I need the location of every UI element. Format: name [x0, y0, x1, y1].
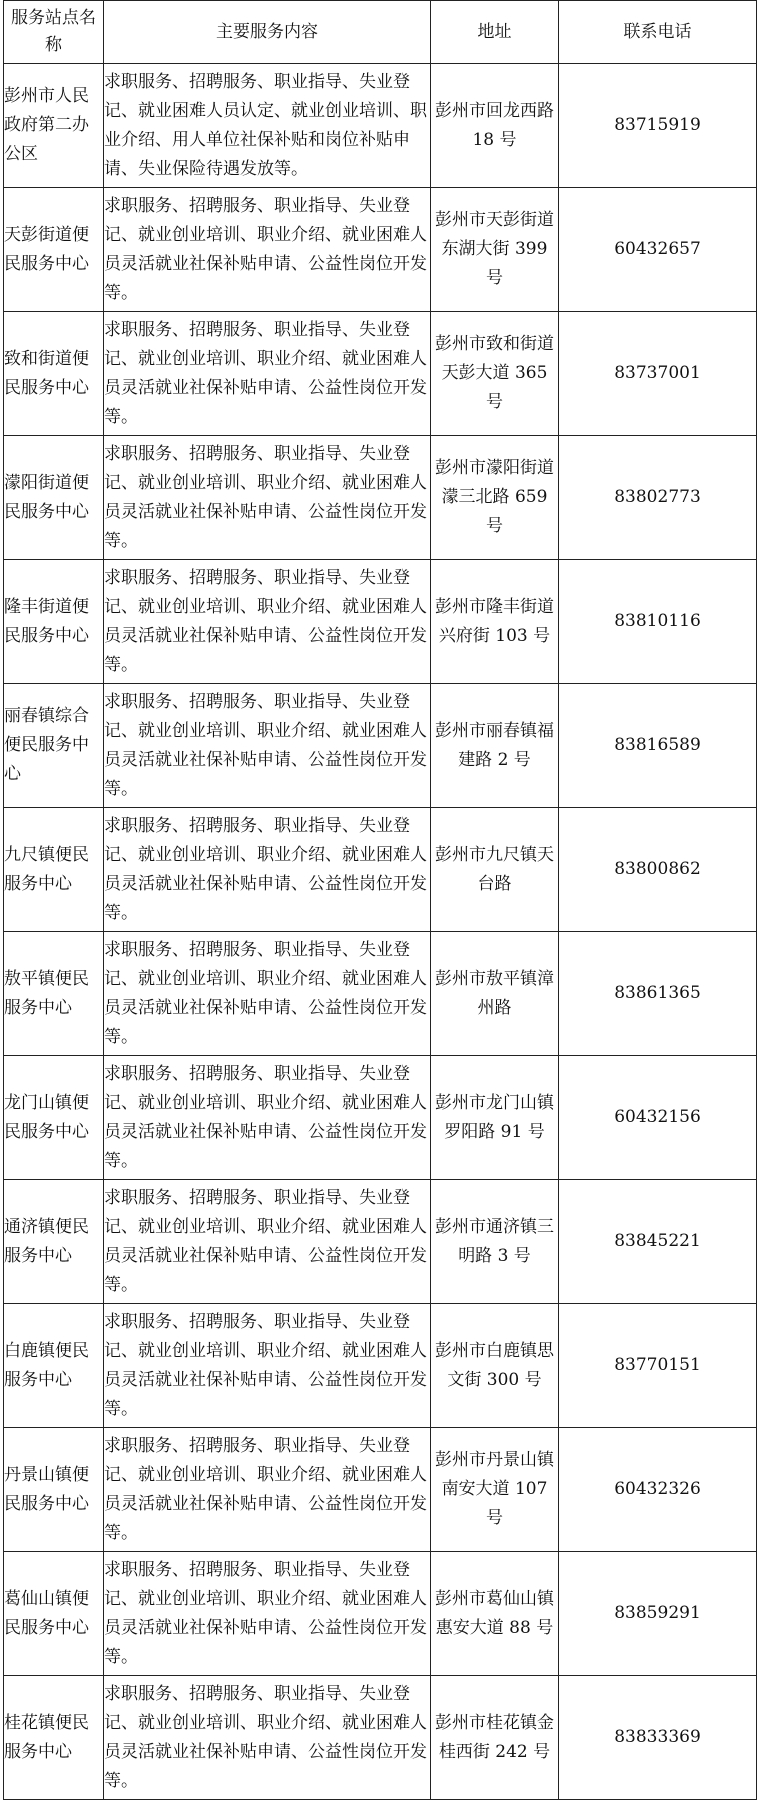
- phone-cell: 83770151: [559, 1304, 757, 1428]
- address-cell: 彭州市致和街道天彭大道 365 号: [431, 312, 559, 436]
- service-content-cell: 求职服务、招聘服务、职业指导、失业登记、就业创业培训、职业介绍、就业困难人员灵活就业社保补贴申请、公益性岗位开发等。: [104, 560, 431, 684]
- service-content-cell: 求职服务、招聘服务、职业指导、失业登记、就业创业培训、职业介绍、就业困难人员灵活就业社保补贴申请、公益性岗位开发等。: [104, 1552, 431, 1676]
- table-row: [4, 1180, 757, 1304]
- service-content-cell: 求职服务、招聘服务、职业指导、失业登记、就业创业培训、职业介绍、就业困难人员灵活就业社保补贴申请、公益性岗位开发等。: [104, 312, 431, 436]
- station-name-cell: 葛仙山镇便民服务中心: [4, 1552, 104, 1676]
- table-row: [4, 188, 757, 312]
- address-cell: 彭州市九尺镇天台路: [431, 808, 559, 932]
- header-address: 地址: [431, 1, 559, 64]
- address-cell: 彭州市濛阳街道濛三北路 659 号: [431, 436, 559, 560]
- address-cell: 彭州市桂花镇金桂西街 242 号: [431, 1676, 559, 1800]
- header-service-content: 主要服务内容: [104, 1, 431, 64]
- address-cell: 彭州市龙门山镇罗阳路 91 号: [431, 1056, 559, 1180]
- address-cell: 彭州市隆丰街道兴府街 103 号: [431, 560, 559, 684]
- address-cell: 彭州市通济镇三明路 3 号: [431, 1180, 559, 1304]
- station-name-cell: 白鹿镇便民服务中心: [4, 1304, 104, 1428]
- service-content-cell: 求职服务、招聘服务、职业指导、失业登记、就业创业培训、职业介绍、就业困难人员灵活就业社保补贴申请、公益性岗位开发等。: [104, 1056, 431, 1180]
- service-content-cell: 求职服务、招聘服务、职业指导、失业登记、就业创业培训、职业介绍、就业困难人员灵活就业社保补贴申请、公益性岗位开发等。: [104, 1676, 431, 1800]
- phone-cell: 83810116: [559, 560, 757, 684]
- phone-cell: 83861365: [559, 932, 757, 1056]
- address-cell: 彭州市回龙西路 18 号: [431, 64, 559, 188]
- phone-cell: 83715919: [559, 64, 757, 188]
- station-name-cell: 致和街道便民服务中心: [4, 312, 104, 436]
- service-content-cell: 求职服务、招聘服务、职业指导、失业登记、就业创业培训、职业介绍、就业困难人员灵活就业社保补贴申请、公益性岗位开发等。: [104, 808, 431, 932]
- phone-cell: 83845221: [559, 1180, 757, 1304]
- table-row: [4, 1428, 757, 1552]
- table-row: [4, 436, 757, 560]
- service-content-cell: 求职服务、招聘服务、职业指导、失业登记、就业创业培训、职业介绍、就业困难人员灵活就业社保补贴申请、公益性岗位开发等。: [104, 188, 431, 312]
- service-content-cell: 求职服务、招聘服务、职业指导、失业登记、就业创业培训、职业介绍、就业困难人员灵活就业社保补贴申请、公益性岗位开发等。: [104, 684, 431, 808]
- station-name-cell: 丽春镇综合便民服务中心: [4, 684, 104, 808]
- header-phone: 联系电话: [559, 1, 757, 64]
- station-name-cell: 隆丰街道便民服务中心: [4, 560, 104, 684]
- service-content-cell: 求职服务、招聘服务、职业指导、失业登记、就业创业培训、职业介绍、就业困难人员灵活就业社保补贴申请、公益性岗位开发等。: [104, 1180, 431, 1304]
- phone-cell: 83816589: [559, 684, 757, 808]
- table-row: [4, 560, 757, 684]
- table-row: [4, 684, 757, 808]
- table-header: [4, 1, 757, 64]
- address-cell: 彭州市葛仙山镇惠安大道 88 号: [431, 1552, 559, 1676]
- phone-cell: 60432326: [559, 1428, 757, 1552]
- service-content-cell: 求职服务、招聘服务、职业指导、失业登记、就业困难人员认定、就业创业培训、职业介绍、用人单位社保补贴和岗位补贴申请、失业保险待遇发放等。: [104, 64, 431, 188]
- table-row: [4, 1552, 757, 1676]
- station-name-cell: 天彭街道便民服务中心: [4, 188, 104, 312]
- phone-cell: 83833369: [559, 1676, 757, 1800]
- table-row: [4, 1676, 757, 1800]
- table-row: [4, 64, 757, 188]
- station-name-cell: 濛阳街道便民服务中心: [4, 436, 104, 560]
- service-station-table: [3, 0, 757, 1800]
- phone-cell: 83737001: [559, 312, 757, 436]
- address-cell: 彭州市敖平镇漳州路: [431, 932, 559, 1056]
- address-cell: 彭州市白鹿镇思文街 300 号: [431, 1304, 559, 1428]
- station-name-cell: 通济镇便民服务中心: [4, 1180, 104, 1304]
- table-row: [4, 1056, 757, 1180]
- phone-cell: 60432657: [559, 188, 757, 312]
- table-row: [4, 1304, 757, 1428]
- station-name-cell: 桂花镇便民服务中心: [4, 1676, 104, 1800]
- station-name-cell: 丹景山镇便民服务中心: [4, 1428, 104, 1552]
- station-name-cell: 彭州市人民政府第二办公区: [4, 64, 104, 188]
- header-station-name: 服务站点名称: [4, 1, 104, 64]
- address-cell: 彭州市丽春镇福建路 2 号: [431, 684, 559, 808]
- table-row: [4, 312, 757, 436]
- phone-cell: 60432156: [559, 1056, 757, 1180]
- phone-cell: 83802773: [559, 436, 757, 560]
- service-content-cell: 求职服务、招聘服务、职业指导、失业登记、就业创业培训、职业介绍、就业困难人员灵活就业社保补贴申请、公益性岗位开发等。: [104, 1428, 431, 1552]
- phone-cell: 83800862: [559, 808, 757, 932]
- header-row: [4, 1, 757, 64]
- service-content-cell: 求职服务、招聘服务、职业指导、失业登记、就业创业培训、职业介绍、就业困难人员灵活就业社保补贴申请、公益性岗位开发等。: [104, 1304, 431, 1428]
- service-content-cell: 求职服务、招聘服务、职业指导、失业登记、就业创业培训、职业介绍、就业困难人员灵活就业社保补贴申请、公益性岗位开发等。: [104, 436, 431, 560]
- table-row: [4, 932, 757, 1056]
- station-name-cell: 九尺镇便民服务中心: [4, 808, 104, 932]
- address-cell: 彭州市天彭街道东湖大街 399 号: [431, 188, 559, 312]
- station-name-cell: 敖平镇便民服务中心: [4, 932, 104, 1056]
- table-row: [4, 808, 757, 932]
- station-name-cell: 龙门山镇便民服务中心: [4, 1056, 104, 1180]
- service-content-cell: 求职服务、招聘服务、职业指导、失业登记、就业创业培训、职业介绍、就业困难人员灵活就业社保补贴申请、公益性岗位开发等。: [104, 932, 431, 1056]
- address-cell: 彭州市丹景山镇南安大道 107 号: [431, 1428, 559, 1552]
- phone-cell: 83859291: [559, 1552, 757, 1676]
- table-body: [4, 64, 757, 1800]
